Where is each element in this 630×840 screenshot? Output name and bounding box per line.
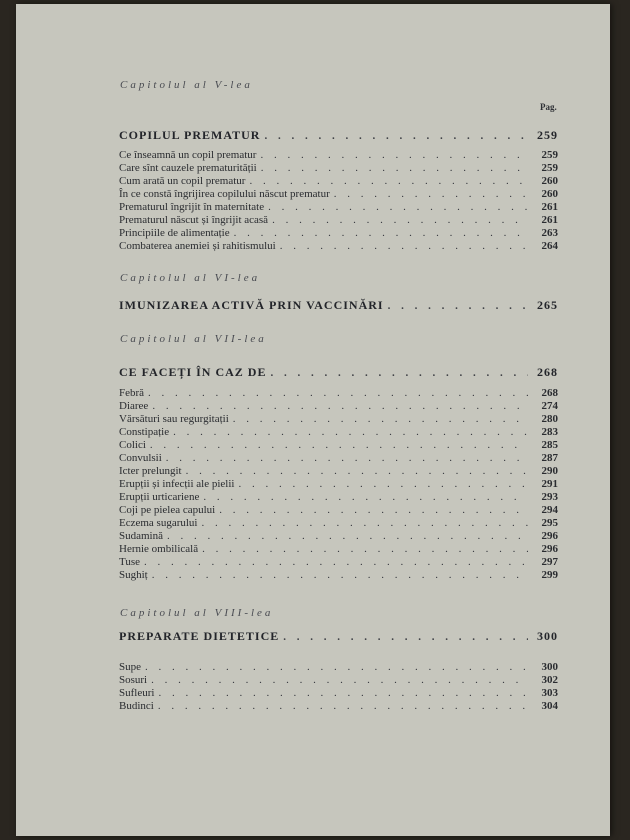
toc-entry <box>119 226 558 240</box>
leader-dots <box>202 516 529 530</box>
toc-heading-title: CE FACEȚI ÎN CAZ DE <box>119 365 267 379</box>
toc-entry-title: Cum arată un copil prematur <box>119 175 246 187</box>
leader-dots <box>203 490 528 504</box>
toc-page-number: 259 <box>541 162 558 174</box>
toc-page-number: 268 <box>537 365 558 379</box>
toc-entry <box>119 174 558 188</box>
toc-entry-title: Prematurul îngrijit în maternitate <box>119 201 265 213</box>
leader-dots <box>270 366 528 380</box>
leader-dots <box>152 568 528 582</box>
leader-dots <box>158 699 528 713</box>
toc-heading-title: PREPARATE DIETETICE <box>119 629 280 643</box>
toc-entry-title: Principiile de alimentație <box>119 227 230 239</box>
leader-dots <box>249 174 528 188</box>
toc-page-number: 293 <box>541 491 558 503</box>
toc-entry <box>119 568 558 582</box>
toc-entry-title: Erupții și infecții ale pielii <box>119 478 235 490</box>
toc-entry-title: Erupții urticariene <box>119 491 200 503</box>
toc-entry <box>119 451 558 465</box>
toc-entry <box>119 148 558 162</box>
toc-page-number: 295 <box>541 517 558 529</box>
leader-dots <box>260 148 528 162</box>
toc-heading <box>119 128 558 142</box>
toc-page-number: 260 <box>541 188 558 200</box>
leader-dots <box>144 555 528 569</box>
toc-page-number: 259 <box>541 149 558 161</box>
toc-page-number: 291 <box>541 478 558 490</box>
toc-page-number: 280 <box>541 413 558 425</box>
toc-page-number: 265 <box>537 298 558 312</box>
toc-page-number: 296 <box>541 530 558 542</box>
toc-entry-title: Sughiț <box>119 569 148 581</box>
leader-dots <box>234 226 528 240</box>
toc-entry <box>119 239 558 253</box>
toc-page-number: 297 <box>541 556 558 568</box>
toc-heading-title: COPILUL PREMATUR <box>119 128 261 142</box>
leader-dots <box>280 239 528 253</box>
toc-entry-title: Vărsături sau regurgitații <box>119 413 229 425</box>
toc-entry <box>119 555 558 569</box>
leader-dots <box>173 425 528 439</box>
toc-page-number: 259 <box>537 128 558 142</box>
toc-heading-title: IMUNIZAREA ACTIVĂ PRIN VACCINĂRI <box>119 298 384 312</box>
toc-page-number: 290 <box>541 465 558 477</box>
toc-entry <box>119 490 558 504</box>
chapter-label: Capitolul al V-lea <box>120 79 253 91</box>
toc-page-number: 300 <box>537 629 558 643</box>
toc-entry-title: Diaree <box>119 400 149 412</box>
toc-page-number: 264 <box>541 240 558 252</box>
toc-entry <box>119 399 558 413</box>
toc-entry <box>119 660 558 674</box>
toc-page-number: 296 <box>541 543 558 555</box>
toc-entry-title: Febră <box>119 387 145 399</box>
toc-entry-title: Ce înseamnă un copil prematur <box>119 149 257 161</box>
leader-dots <box>151 673 528 687</box>
toc-heading <box>119 365 558 379</box>
toc-page-number: 285 <box>541 439 558 451</box>
toc-entry <box>119 699 558 713</box>
toc-entry <box>119 686 558 700</box>
chapter-label: Capitolul al VII-lea <box>120 333 267 345</box>
leader-dots <box>148 386 528 400</box>
toc-entry-title: Tuse <box>119 556 140 568</box>
toc-entry-title: În ce constă îngrijirea copilului născut prematur <box>119 188 330 200</box>
chapter-label: Capitolul al VIII-lea <box>120 607 274 619</box>
toc-page-number: 263 <box>541 227 558 239</box>
toc-entry-title: Sufleuri <box>119 687 155 699</box>
toc-heading <box>119 629 558 643</box>
chapter-label: Capitolul al VI-lea <box>120 272 261 284</box>
toc-page-number: 260 <box>541 175 558 187</box>
toc-page-number: 261 <box>541 214 558 226</box>
toc-page-number: 304 <box>541 700 558 712</box>
toc-page-number: 303 <box>541 687 558 699</box>
toc-page-number: 261 <box>541 201 558 213</box>
toc-entry <box>119 503 558 517</box>
toc-heading <box>119 298 558 312</box>
leader-dots <box>167 529 528 543</box>
toc-entry-title: Eczema sugarului <box>119 517 198 529</box>
toc-entry <box>119 386 558 400</box>
toc-entry <box>119 213 558 227</box>
toc-entry-title: Hernie ombilicală <box>119 543 199 555</box>
toc-entry <box>119 425 558 439</box>
toc-page-number: 302 <box>541 674 558 686</box>
leader-dots <box>233 412 528 426</box>
leader-dots <box>145 660 528 674</box>
toc-entry-title: Combaterea anemiei și rahitismului <box>119 240 276 252</box>
leader-dots <box>238 477 528 491</box>
toc-entry-title: Coji pe pielea capului <box>119 504 216 516</box>
toc-page-number: 294 <box>541 504 558 516</box>
toc-page-number: 283 <box>541 426 558 438</box>
toc-entry-title: Icter prelungit <box>119 465 182 477</box>
leader-dots <box>272 213 528 227</box>
toc-entry <box>119 438 558 452</box>
leader-dots <box>219 503 528 517</box>
toc-entry <box>119 200 558 214</box>
leader-dots <box>152 399 528 413</box>
toc-entry <box>119 529 558 543</box>
toc-entry <box>119 161 558 175</box>
toc-entry-title: Supe <box>119 661 141 673</box>
leader-dots <box>166 451 528 465</box>
toc-entry-title: Convulsii <box>119 452 162 464</box>
toc-entry-title: Sosuri <box>119 674 148 686</box>
toc-page-number: 287 <box>541 452 558 464</box>
leader-dots <box>334 187 528 201</box>
toc-entry-title: Care sînt cauzele prematurității <box>119 162 257 174</box>
toc-entry-title: Constipație <box>119 426 170 438</box>
leader-dots <box>158 686 528 700</box>
toc-entry-title: Prematurul născut și îngrijit acasă <box>119 214 269 226</box>
leader-dots <box>150 438 528 452</box>
leader-dots <box>388 299 528 313</box>
toc-entry <box>119 516 558 530</box>
toc-entry-title: Sudamină <box>119 530 163 542</box>
leader-dots <box>202 542 528 556</box>
book-page <box>16 4 610 836</box>
toc-entry <box>119 477 558 491</box>
leader-dots <box>264 129 528 143</box>
toc-entry <box>119 187 558 201</box>
toc-entry <box>119 673 558 687</box>
leader-dots <box>283 630 528 644</box>
leader-dots <box>261 161 528 175</box>
toc-page-number: 300 <box>541 661 558 673</box>
toc-entry-title: Budinci <box>119 700 154 712</box>
leader-dots <box>268 200 528 214</box>
toc-entry-title: Colici <box>119 439 146 451</box>
toc-entry <box>119 464 558 478</box>
page-column-label: Pag. <box>540 102 557 112</box>
toc-entry <box>119 412 558 426</box>
toc-entry <box>119 542 558 556</box>
toc-page-number: 274 <box>541 400 558 412</box>
toc-page-number: 299 <box>541 569 558 581</box>
toc-page-number: 268 <box>541 387 558 399</box>
leader-dots <box>186 464 528 478</box>
